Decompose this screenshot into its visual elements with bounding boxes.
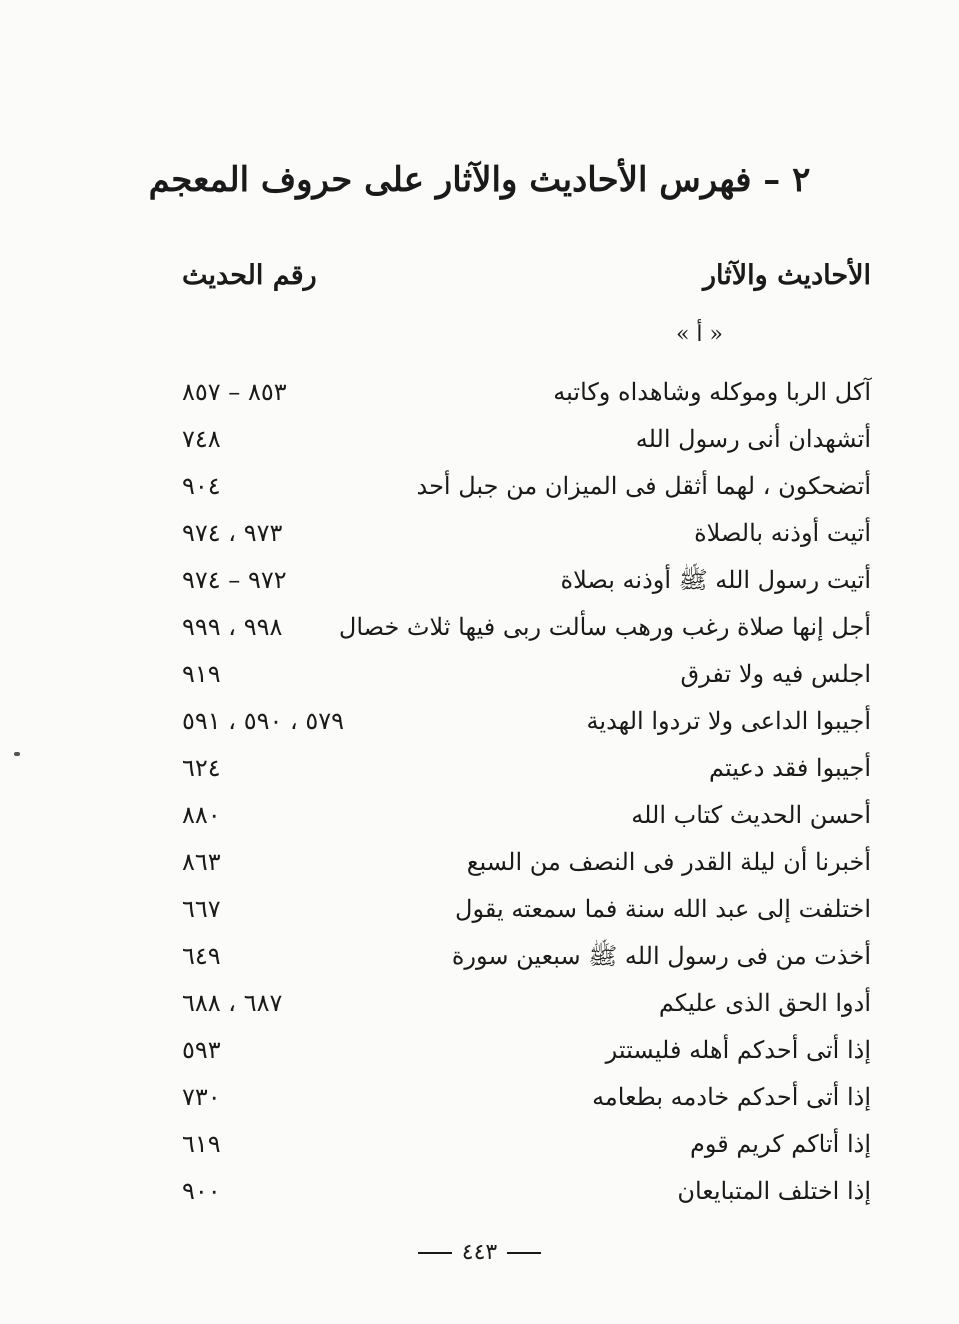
entry-text: إذا أتى أحدكم خادمه بطعامه [592,1083,871,1111]
entry-refs: ٥٧٩ ، ٥٩٠ ، ٥٩١ [182,707,345,735]
index-row [0,1171,959,1218]
footer-dash [507,1252,541,1254]
entry-refs: ٩٩٨ ، ٩٩٩ [182,613,283,641]
entry-text: أجل إنها صلاة رغب ورهب سألت ربى فيها ثلاث خصال [338,613,871,641]
entry-refs: ٧٣٠ [182,1083,221,1111]
entry-refs: ٦٢٤ [182,754,221,782]
section-letter: « أ » [675,322,723,347]
entry-text: أخذت من فى رسول الله ﷺ سبعين سورة [451,942,871,970]
index-row [0,513,959,560]
column-header-number: رقم الحديث [182,260,317,291]
column-header-entries: الأحاديث والآثار [703,260,871,291]
entry-refs: ٧٤٨ [182,425,221,453]
index-row [0,1124,959,1171]
index-row [0,560,959,607]
entry-text: أجيبوا فقد دعيتم [709,754,871,782]
entry-refs: ٦٨٧ ، ٦٨٨ [182,989,283,1017]
entry-refs: ٨٥٣ – ٨٥٧ [182,378,287,406]
entry-text: أدوا الحق الذى عليكم [658,989,871,1017]
entry-refs: ٩٠٤ [182,472,221,500]
entry-refs: ٦١٩ [182,1130,221,1158]
entry-text: آكل الربا وموكله وشاهداه وكاتبه [553,378,871,406]
index-row [0,889,959,936]
entry-refs: ٨٦٣ [182,848,221,876]
entry-text: اجلس فيه ولا تفرق [680,660,871,688]
entry-text: أتضحكون ، لهما أثقل فى الميزان من جبل أحد [416,472,871,500]
entry-refs: ٥٩٣ [182,1036,221,1064]
entry-refs: ٨٨٠ [182,801,221,829]
index-row [0,1077,959,1124]
index-row [0,607,959,654]
entry-text: أخبرنا أن ليلة القدر فى النصف من السبع [466,848,871,876]
entry-text: أتيت أوذنه بالصلاة [694,519,871,547]
entry-refs: ٦٦٧ [182,895,221,923]
index-row [0,842,959,889]
page-number: ٤٤٣ [461,1240,498,1265]
scan-speck [14,752,20,756]
index-row [0,795,959,842]
index-row [0,372,959,419]
index-row [0,419,959,466]
entry-refs: ٩١٩ [182,660,221,688]
entry-refs: ٩٧٢ – ٩٧٤ [182,566,287,594]
entry-text: أتيت رسول الله ﷺ أوذنه بصلاة [560,566,871,594]
footer-dash [418,1252,452,1254]
index-row [0,936,959,983]
entry-text: أتشهدان أنى رسول الله [635,425,871,453]
entry-text: اختلفت إلى عبد الله سنة فما سمعته يقول [455,895,871,923]
entry-text: أجيبوا الداعى ولا تردوا الهدية [586,707,871,735]
entry-refs: ٩٧٣ ، ٩٧٤ [182,519,283,547]
entry-refs: ٦٤٩ [182,942,221,970]
entry-text: إذا أتى أحدكم أهله فليستتر [605,1036,871,1064]
page-footer [0,1240,959,1265]
entry-refs: ٩٠٠ [182,1177,221,1205]
index-row [0,654,959,701]
page-title: ٢ – فهرس الأحاديث والآثار على حروف المعجم [148,160,811,200]
entry-text: أحسن الحديث كتاب الله [631,801,871,829]
index-row [0,466,959,513]
index-list [0,372,959,1218]
entry-text: إذا اختلف المتبايعان [677,1177,871,1205]
index-row [0,983,959,1030]
index-row [0,701,959,748]
entry-text: إذا أتاكم كريم قوم [689,1130,871,1158]
index-row [0,748,959,795]
index-row [0,1030,959,1077]
